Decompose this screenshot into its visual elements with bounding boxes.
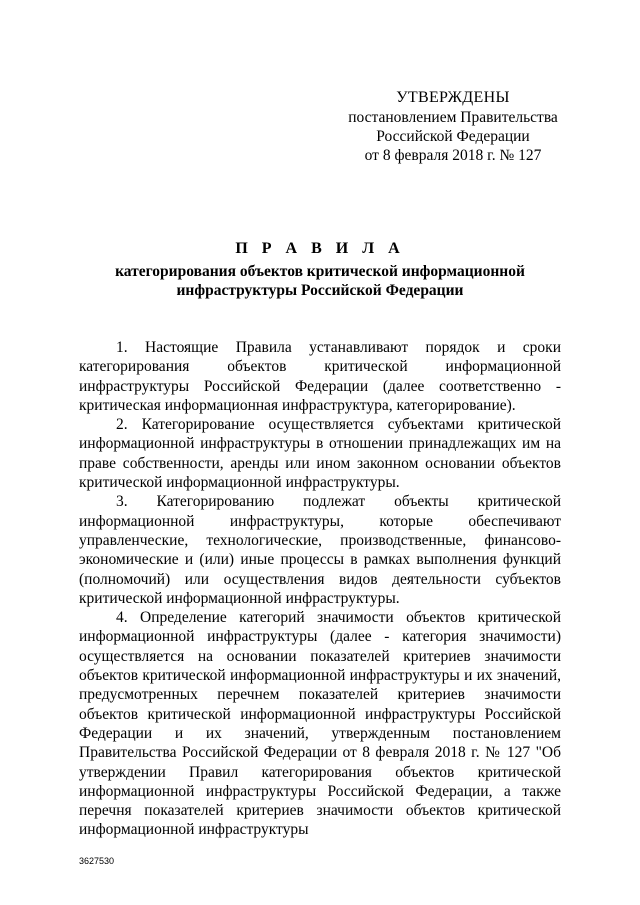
approval-stamp: УТВЕРЖДЕНЫ: [396, 89, 510, 106]
document-code: 3627530: [79, 856, 115, 866]
approval-line-date-number: от 8 февраля 2018 г. № 127: [364, 147, 542, 164]
approval-line-decree: постановлением Правительства: [348, 109, 558, 126]
paragraph-2: 2. Категорирование осуществляется субъектами критической информационной инфраструктуры в отношении принадлежащих им на праве собственности, аренды или ином законном основании объектов критической информационной инфраструктуры.: [79, 416, 561, 492]
paragraph-4: 4. Определение категорий значимости объектов критической информационной инфраструктуры (далее - категория значимости) осуществляется на основании показателей критериев значимости объектов критической информационной инфраструктуры и их значений, предусмотренных перечнем показателей критериев значимости объектов критической информационной инфраструктуры Российской Федерации и их значений, утвержденным постановлением Правительства Российской Федерации от 8 февраля 2018 г. № 127 "Об утверждении Правил категорирования объектов критической информационной инфраструктуры Российской Федерации, а также перечня показателей критериев значимости объектов критической информационной инфраструктуры: [79, 609, 561, 839]
document-title: [80, 240, 560, 300]
approval-line-federation: Российской Федерации: [376, 128, 530, 145]
title-main: П Р А В И Л А: [235, 240, 405, 257]
document-body: [79, 338, 561, 840]
approval-block: [338, 88, 568, 165]
title-subtitle: категорирования объектов критической информационной инфраструктуры Российской Федерации: [115, 263, 525, 299]
paragraph-1: 1. Настоящие Правила устанавливают порядок и сроки категорирования объектов критической информационной инфраструктуры Российской Федерации (далее соответственно - критическая информационная инфраструктура, категорирование).: [79, 339, 561, 414]
paragraph-3: 3. Категорированию подлежат объекты критической информационной инфраструктуры, которые обеспечивают управленческие, технологические, производственные, финансово-экономические и (или) иные процессы в рамках выполнения функций (полномочий) или осуществления видов деятельности субъектов критической информационной инфраструктуры.: [79, 493, 561, 607]
